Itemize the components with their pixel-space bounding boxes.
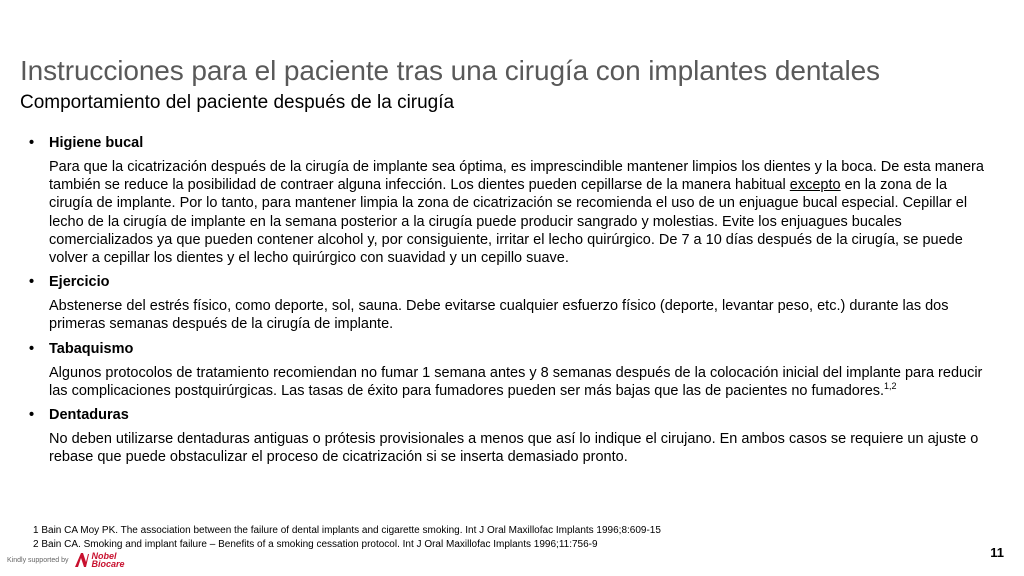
section-heading: Higiene bucal — [49, 135, 144, 151]
section-body: Abstenerse del estrés físico, como deporte, sol, sauna. Debe evitarse cualquier esfuerzo físico (deporte, levantar peso, etc.) durante las dos primeras semanas después de la cirugía de implante. — [49, 298, 949, 333]
logo-word-2: Biocare — [91, 559, 125, 569]
bullet: • — [29, 274, 35, 291]
content — [29, 135, 994, 473]
section-body: No deben utilizarse dentaduras antiguas o prótesis provisionales a menos que así lo indique el cirujano. En ambos casos se requiere un ajuste o rebase que puede obstaculizar el proceso de cicatrización si se inserta demasiado pronto. — [49, 431, 979, 466]
section-heading: Dentaduras — [49, 407, 129, 424]
section-smoking — [29, 341, 994, 400]
underlined-word: excepto — [789, 177, 841, 194]
section-body: Algunos protocolos de tratamiento recomiendan no fumar 1 semana antes y 8 semanas después de la colocación inicial del implante para reducir las complicaciones postquirúrgicas. Las tasas de éxito para fumadores pueden ser más bajas que las de pacientes no fumadores.$^{1,2}$ — [49, 364, 983, 399]
bullet: • — [29, 407, 35, 424]
footnote-1: 1 Bain CA Moy PK. The association between the failure of dental implants and cigarette smoking. Int J Oral Maxillofac Implants 1996;8:609-15 — [33, 525, 661, 536]
section-body: Para que la cicatrización después de la cirugía de implante sea óptima, es imprescindible mantener limpios los dientes y la boca. De esta manera también se reduce la posibilidad de contraer alguna infección. Los dientes pueden cepillarse de la manera habitual excepto en la zona de la cirugía de implante. Por lo tanto, para mantener limpia la zona de cicatrización se recomienda el uso de un enjuague bucal especial. Cepillar el lecho de la cirugía de implante en la semana posterior a la cirugía puede producir sangrado y molestias. Evite los enjuagues bucales comercializados ya que pueden contener alcohol y, por consiguiente, irritar el lecho quirúrgico. De 7 a 10 días después de la cirugía, se puede volver a cepillar los dientes y el lecho quirúrgico con suavidad y un cepillo suave. — [49, 159, 984, 267]
nobel-biocare-logo — [74, 552, 124, 568]
logo-mark-icon — [74, 552, 90, 568]
supported-by-text: Kindly supported by — [7, 556, 69, 564]
slide-subtitle: Comportamiento del paciente después de la cirugía — [20, 92, 455, 113]
logo-word-1: Nobel — [91, 551, 117, 561]
bullet: • — [29, 135, 35, 151]
footnotes — [33, 524, 661, 552]
citation-superscript: 1,2 — [884, 381, 897, 391]
section-heading: Ejercicio — [49, 274, 110, 291]
section-exercise — [29, 274, 994, 333]
section-heading: Tabaquismo — [49, 340, 134, 357]
footnote-2: 2 Bain CA. Smoking and implant failure – Benefits of a smoking cessation protocol. Int J Oral Maxillofac Implants 1996;11:756-9 — [33, 539, 598, 550]
slide-title: Instrucciones para el paciente tras una cirugía con implantes dentales — [20, 55, 880, 86]
section-dentures — [29, 407, 994, 466]
bullet: • — [29, 340, 35, 357]
sponsor-brand — [7, 552, 125, 568]
section-hygiene — [29, 135, 994, 267]
page-number: 11 — [990, 545, 1004, 560]
